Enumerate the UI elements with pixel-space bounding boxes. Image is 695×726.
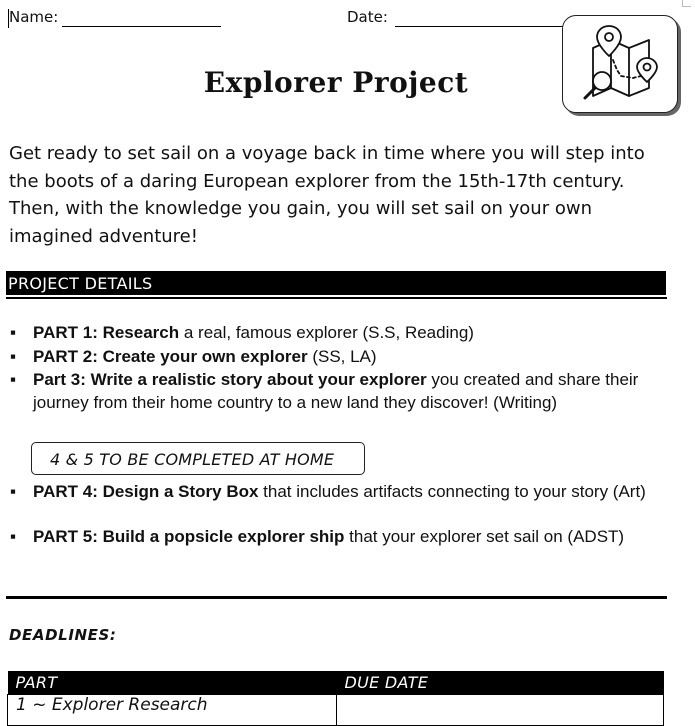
part-3-title: Part 3: Write a realistic story about your explorer <box>33 370 427 389</box>
page-corner-mark <box>682 0 691 7</box>
home-completion-note: 4 & 5 TO BE COMPLETED AT HOME <box>31 442 365 475</box>
name-label: Name: <box>9 8 59 26</box>
heading-rule <box>6 297 667 299</box>
bullet-icon: ▪ <box>10 370 17 389</box>
part-item-4 <box>10 481 670 504</box>
due-date-cell[interactable] <box>337 695 664 726</box>
part-item-2 <box>10 346 670 369</box>
table-header-row <box>8 671 664 695</box>
part-2-text: (SS, LA) <box>307 347 377 366</box>
part-3-text: you created and share their journey from their home country to a new land they discover! (Writing) <box>33 370 639 412</box>
part-2-title: PART 2: Create your own explorer <box>33 347 308 366</box>
column-header-part: PART <box>8 671 337 695</box>
part-4-title: PART 4: Design a Story Box <box>33 482 259 501</box>
date-label: Date: <box>347 8 388 26</box>
part-1-text: a real, famous explorer (S.S, Reading) <box>179 323 474 342</box>
part-1-title: PART 1: Research <box>33 323 180 342</box>
column-header-due-date: DUE DATE <box>337 671 664 695</box>
bullet-icon: ▪ <box>10 482 17 501</box>
section-divider <box>6 596 667 599</box>
bullet-icon: ▪ <box>10 347 17 366</box>
part-item-5 <box>10 526 670 549</box>
table-row <box>8 695 664 726</box>
part-item-3 <box>10 369 670 414</box>
bullet-icon: ▪ <box>10 527 17 546</box>
deadlines-heading: DEADLINES: <box>9 626 117 644</box>
part-5-title: PART 5: Build a popsicle explorer ship <box>33 527 345 546</box>
part-item-1 <box>10 322 670 345</box>
part-5-text: that your explorer set sail on (ADST) <box>344 527 625 546</box>
date-blank-line <box>395 26 565 27</box>
part-4-text: that includes artifacts connecting to your story (Art) <box>258 482 646 501</box>
intro-paragraph: Get ready to set sail on a voyage back in time where you will step into the boots of a daring European explorer from the 15th-17th century. Then, with the knowledge you gain, you will set sail on your own imagined adventure! <box>9 143 645 247</box>
name-blank-line <box>62 26 221 27</box>
part-cell: 1 ~ Explorer Research <box>8 695 337 726</box>
bullet-icon: ▪ <box>10 323 17 342</box>
page-title: Explorer Project <box>203 66 469 99</box>
project-details-heading: PROJECT DETAILS <box>6 271 666 295</box>
